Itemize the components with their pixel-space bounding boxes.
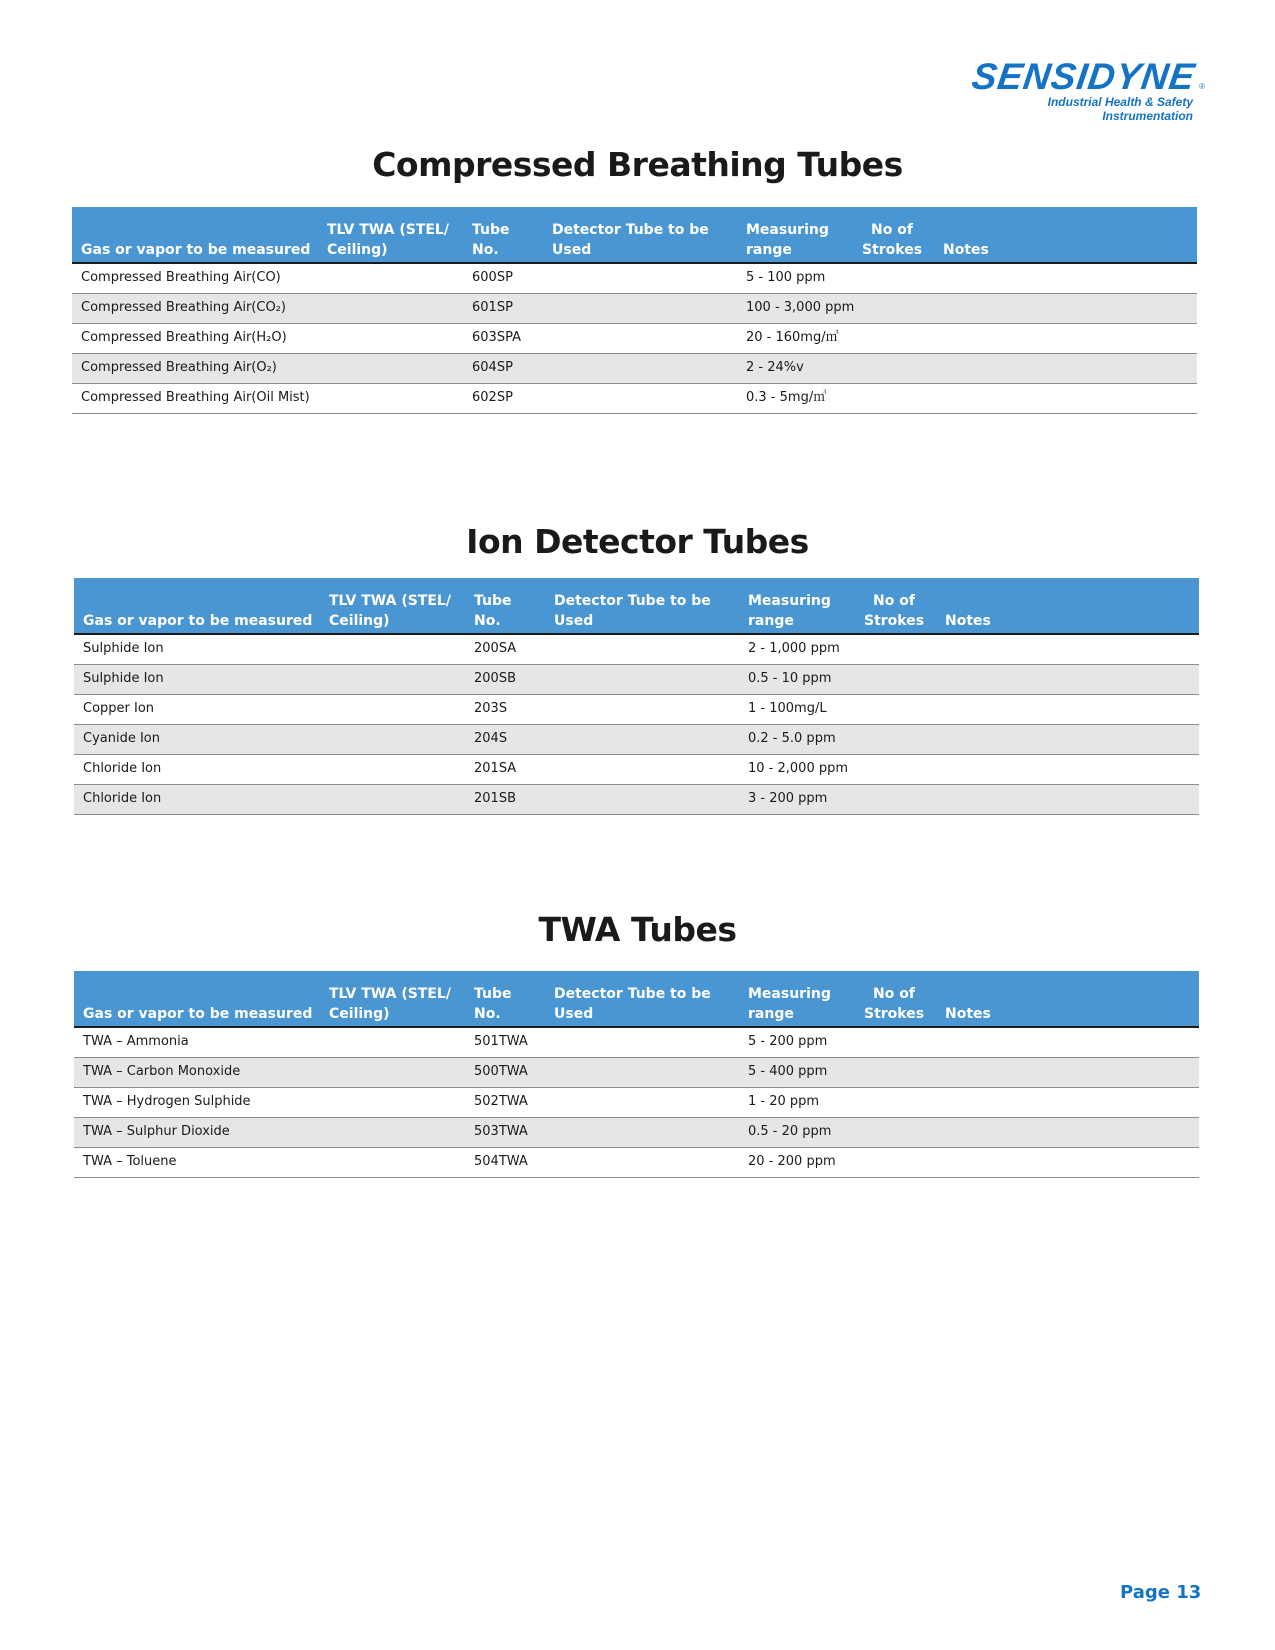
column-header-gas: Gas or vapor to be measured	[81, 242, 311, 258]
column-header-gas: Gas or vapor to be measured	[83, 1006, 313, 1022]
table-row	[74, 755, 1199, 785]
cell-range: 100 - 3,000 ppm	[746, 300, 855, 315]
cell-gas: TWA – Ammonia	[83, 1034, 189, 1049]
table-row	[74, 1118, 1199, 1148]
cell-tube: 502TWA	[474, 1094, 528, 1109]
cell-range: 0.3 - 5mg/㎥	[746, 390, 827, 405]
cell-range: 1 - 20 ppm	[748, 1094, 820, 1109]
column-header-tlv: TLV TWA (STEL/ Ceiling)	[329, 593, 451, 629]
cell-gas: Compressed Breathing Air(Oil Mist)	[81, 390, 310, 405]
cell-tube: 204S	[474, 731, 508, 746]
table-row	[72, 264, 1197, 294]
cell-gas: Chloride Ion	[83, 791, 162, 806]
table-header	[74, 578, 1199, 635]
section-title: TWA Tubes	[538, 910, 737, 949]
column-header-tube: Tube No.	[472, 222, 510, 258]
column-header-notes: Notes	[945, 1006, 991, 1022]
cell-gas: TWA – Carbon Monoxide	[83, 1064, 241, 1079]
cell-range: 0.5 - 10 ppm	[748, 671, 832, 686]
column-header-range: Measuring range	[748, 986, 831, 1022]
data-table	[74, 971, 1199, 1178]
cell-gas: Compressed Breathing Air(CO₂)	[81, 300, 286, 315]
column-header-notes: Notes	[945, 613, 991, 629]
table-row	[74, 785, 1199, 815]
column-header-gas: Gas or vapor to be measured	[83, 613, 313, 629]
column-header-tube: Tube No.	[474, 986, 512, 1022]
logo-tagline: Industrial Health & Safety Instrumentation	[1047, 95, 1193, 123]
page-number: Page 13	[1120, 1582, 1202, 1603]
table-row	[72, 354, 1197, 384]
cell-gas: TWA – Toluene	[83, 1154, 177, 1169]
column-header-strokes: No of Strokes	[864, 593, 925, 629]
table-row	[72, 384, 1197, 414]
cell-range: 2 - 1,000 ppm	[748, 641, 840, 656]
cell-range: 2 - 24%v	[746, 360, 804, 375]
data-table	[74, 578, 1199, 815]
cell-range: 10 - 2,000 ppm	[748, 761, 849, 776]
cell-gas: Chloride Ion	[83, 761, 162, 776]
table-row	[74, 1148, 1199, 1178]
table-header	[74, 971, 1199, 1028]
cell-range: 1 - 100mg/L	[748, 701, 827, 716]
logo-wordmark: SENSIDYNE	[969, 56, 1198, 97]
cell-tube: 504TWA	[474, 1154, 528, 1169]
cell-gas: TWA – Hydrogen Sulphide	[83, 1094, 251, 1109]
cell-gas: Compressed Breathing Air(CO)	[81, 270, 281, 285]
cell-tube: 201SB	[474, 791, 516, 806]
column-header-notes: Notes	[943, 242, 989, 258]
cell-tube: 604SP	[472, 360, 513, 375]
cell-gas: Copper Ion	[83, 701, 155, 716]
cell-tube: 200SB	[474, 671, 516, 686]
cell-range: 20 - 160mg/㎥	[746, 330, 839, 345]
cell-range: 0.5 - 20 ppm	[748, 1124, 832, 1139]
cell-range: 5 - 400 ppm	[748, 1064, 828, 1079]
column-header-detector: Detector Tube to be Used	[554, 593, 711, 629]
table-row	[74, 1088, 1199, 1118]
cell-range: 20 - 200 ppm	[748, 1154, 836, 1169]
cell-gas: Compressed Breathing Air(O₂)	[81, 360, 277, 375]
section-title: Compressed Breathing Tubes	[372, 145, 903, 184]
table-row	[74, 1058, 1199, 1088]
column-header-range: Measuring range	[746, 222, 829, 258]
cell-gas: Sulphide Ion	[83, 671, 164, 686]
column-header-range: Measuring range	[748, 593, 831, 629]
column-header-strokes: No of Strokes	[864, 986, 925, 1022]
cell-tube: 500TWA	[474, 1064, 528, 1079]
cell-tube: 600SP	[472, 270, 513, 285]
cell-tube: 603SPA	[472, 330, 521, 345]
table-row	[72, 324, 1197, 354]
cell-tube: 201SA	[474, 761, 517, 776]
table-row	[74, 695, 1199, 725]
sensidyne-logo	[955, 56, 1205, 123]
cell-gas: Sulphide Ion	[83, 641, 164, 656]
cell-tube: 503TWA	[474, 1124, 528, 1139]
cell-tube: 501TWA	[474, 1034, 528, 1049]
data-table	[72, 207, 1197, 414]
cell-tube: 601SP	[472, 300, 513, 315]
cell-gas: TWA – Sulphur Dioxide	[83, 1124, 230, 1139]
cell-range: 5 - 100 ppm	[746, 270, 826, 285]
table-row	[74, 725, 1199, 755]
cell-range: 5 - 200 ppm	[748, 1034, 828, 1049]
column-header-tlv: TLV TWA (STEL/ Ceiling)	[329, 986, 451, 1022]
table-header	[72, 207, 1197, 264]
column-header-tlv: TLV TWA (STEL/ Ceiling)	[327, 222, 449, 258]
column-header-detector: Detector Tube to be Used	[552, 222, 709, 258]
column-header-detector: Detector Tube to be Used	[554, 986, 711, 1022]
cell-range: 0.2 - 5.0 ppm	[748, 731, 836, 746]
cell-tube: 200SA	[474, 641, 517, 656]
table-row	[72, 294, 1197, 324]
logo-registered-mark: ®	[1199, 82, 1205, 91]
cell-tube: 602SP	[472, 390, 513, 405]
table-row	[74, 665, 1199, 695]
section-title: Ion Detector Tubes	[466, 522, 809, 561]
cell-gas: Cyanide Ion	[83, 731, 160, 746]
column-header-tube: Tube No.	[474, 593, 512, 629]
cell-range: 3 - 200 ppm	[748, 791, 828, 806]
table-row	[74, 1028, 1199, 1058]
cell-tube: 203S	[474, 701, 508, 716]
column-header-strokes: No of Strokes	[862, 222, 923, 258]
table-row	[74, 635, 1199, 665]
cell-gas: Compressed Breathing Air(H₂O)	[81, 330, 287, 345]
